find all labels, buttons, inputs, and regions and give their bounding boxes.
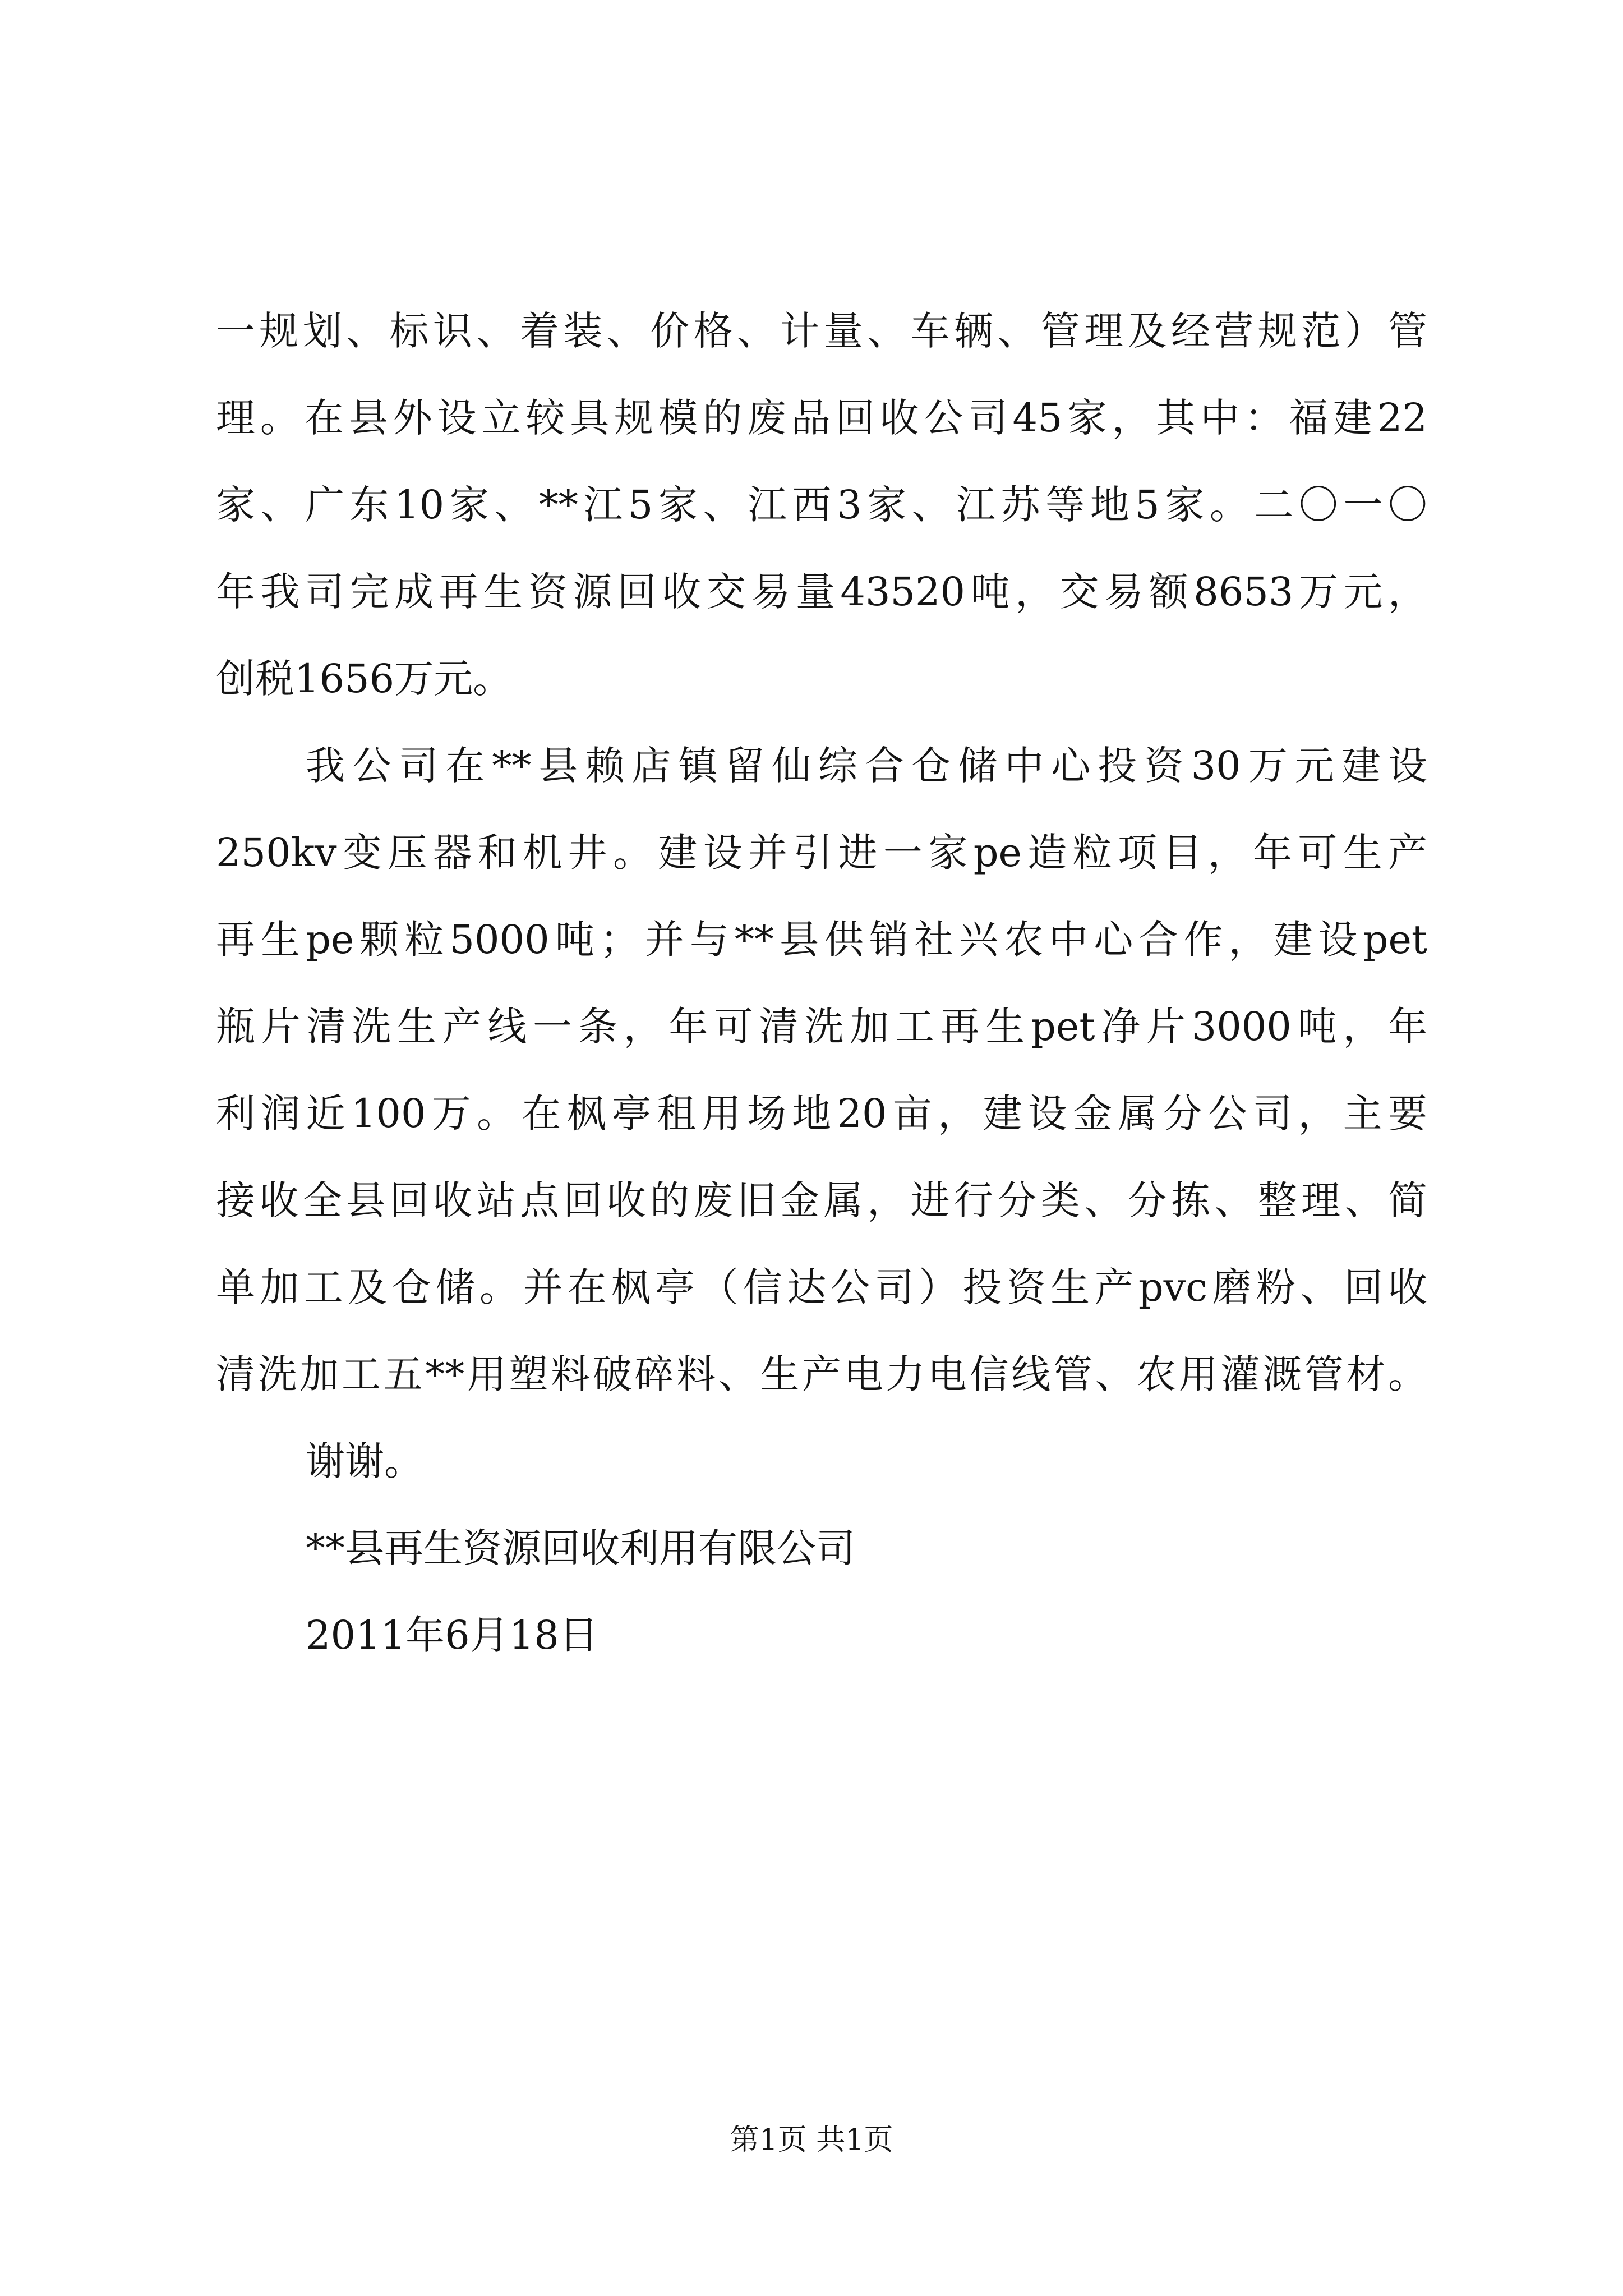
paragraph-2-line-8: 清洗加工五**用塑料破碎料、生产电力电信线管、农用灌溉管材。 [216,1351,1427,1397]
paragraph-2-line-4: 瓶片清洗生产线一条，年可清洗加工再生pet净片3000吨，年 [216,1004,1427,1050]
paragraph-2-line-7: 单加工及仓储。并在枫亭（信达公司）投资生产pvc磨粉、回收 [216,1264,1427,1310]
paragraph-2-line-3: 再生pe颗粒5000吨；并与**县供销社兴农中心合作，建设pet [216,917,1427,963]
paragraph-1-line-3: 家、广东10家、**江5家、江西3家、江苏等地5家。二〇一〇 [216,482,1427,528]
paragraph-2-line-2: 250kv变压器和机井。建设并引进一家pe造粒项目，年可生产 [216,830,1427,876]
paragraph-1-line-2: 理。在县外设立较具规模的废品回收公司45家，其中：福建22 [216,395,1427,441]
paragraph-2-line-5: 利润近100万。在枫亭租用场地20亩，建设金属分公司，主要 [216,1091,1427,1137]
paragraph-2-line-1: 我公司在**县赖店镇留仙综合仓储中心投资30万元建设 [306,743,1427,789]
paragraph-1-line-5: 创税1656万元。 [216,656,513,702]
page-footer: 第1页 共1页 [730,2123,893,2157]
signature-date: 2011年6月18日 [306,1612,598,1658]
closing-text: 谢谢。 [306,1438,423,1484]
paragraph-1-line-4: 年我司完成再生资源回收交易量43520吨，交易额8653万元， [216,569,1427,615]
paragraph-1-line-1: 一规划、标识、着装、价格、计量、车辆、管理及经营规范）管 [216,308,1427,354]
signature-company: **县再生资源回收利用有限公司 [306,1525,855,1571]
paragraph-2-line-6: 接收全县回收站点回收的废旧金属，进行分类、分拣、整理、简 [216,1177,1427,1223]
